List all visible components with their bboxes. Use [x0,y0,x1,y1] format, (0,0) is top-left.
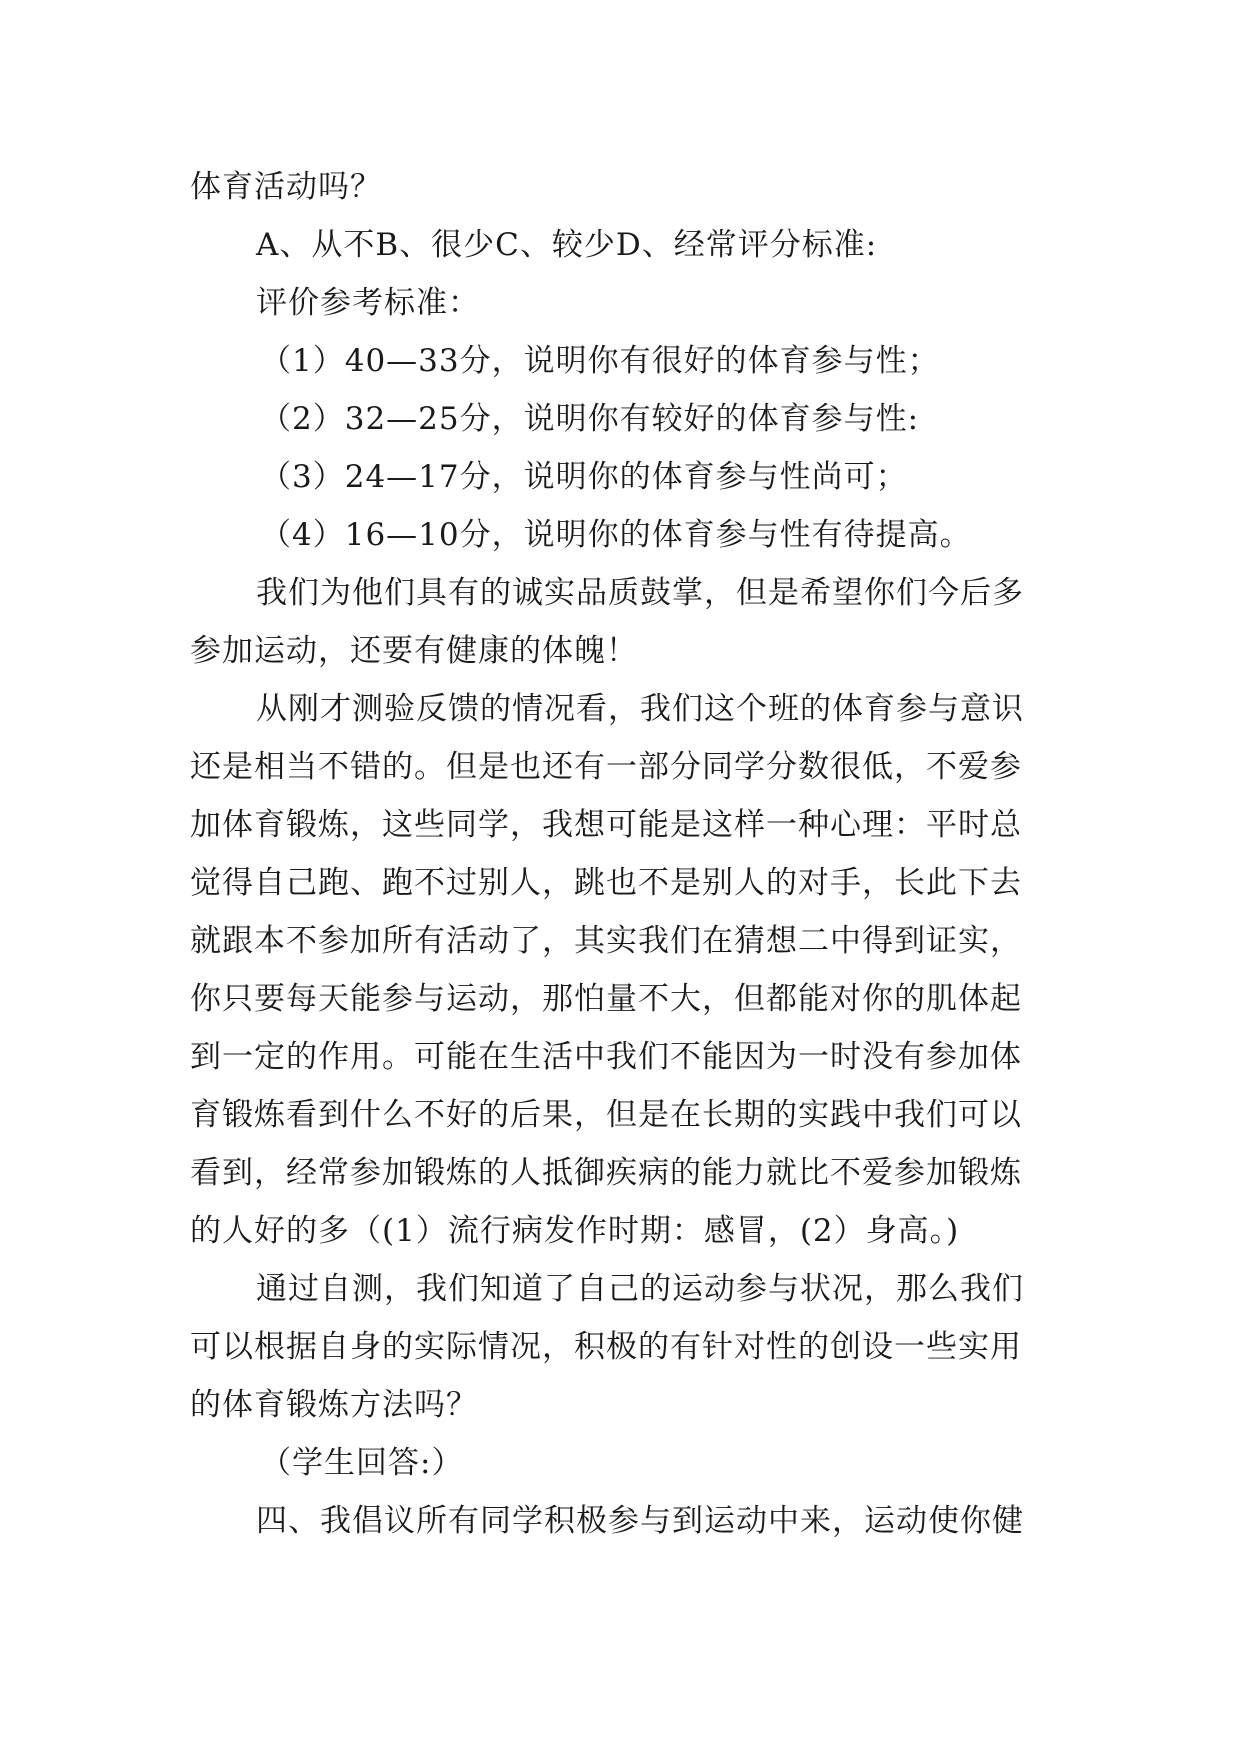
text-line: （学生回答:） [260,1445,464,1481]
text-line: A、从不B、很少C、较少D、经常评分标准: [256,227,878,263]
text-line: 育锻炼看到什么不好的后果，但是在长期的实践中我们可以 [190,1097,1022,1133]
text-line: 可以根据自身的实际情况，积极的有针对性的创设一些实用 [190,1329,1022,1365]
text-line: 通过自测，我们知道了自己的运动参与状况，那么我们 [256,1271,1024,1307]
text-line: 从刚才测验反馈的情况看，我们这个班的体育参与意识 [256,691,1024,727]
text-line: 我们为他们具有的诚实品质鼓掌，但是希望你们今后多 [256,575,1024,611]
text-line: （2）32—25分，说明你有较好的体育参与性: [260,401,920,437]
text-line: 到一定的作用。可能在生活中我们不能因为一时没有参加体 [190,1039,1022,1075]
text-line: 的人好的多（(1）流行病发作时期：感冒，(2）身高。) [190,1213,960,1249]
text-line: 你只要每天能参与运动，那怕量不大，但都能对你的肌体起 [190,981,1022,1017]
document-body [190,158,1050,1550]
text-line: 体育活动吗？ [190,169,382,205]
text-line: 参加运动，还要有健康的体魄！ [190,633,638,669]
text-line: 看到，经常参加锻炼的人抵御疾病的能力就比不爱参加锻炼 [190,1155,1022,1191]
text-line: 就跟本不参加所有活动了，其实我们在猜想二中得到证实， [190,923,1022,959]
text-line: 评价参考标准： [256,285,480,321]
text-line: （1）40—33分，说明你有很好的体育参与性； [260,343,940,379]
text-line: （4）16—10分，说明你的体育参与性有待提高。 [260,517,972,553]
text-line: 还是相当不错的。但是也还有一部分同学分数很低，不爱参 [190,749,1022,785]
text-line: （3）24—17分，说明你的体育参与性尚可； [260,459,908,495]
text-line: 觉得自己跑、跑不过别人，跳也不是别人的对手，长此下去 [190,865,1022,901]
text-line: 加体育锻炼，这些同学，我想可能是这样一种心理：平时总 [190,807,1022,843]
text-line: 的体育锻炼方法吗？ [190,1387,478,1423]
text-line: 四、我倡议所有同学积极参与到运动中来，运动使你健 [256,1503,1024,1539]
